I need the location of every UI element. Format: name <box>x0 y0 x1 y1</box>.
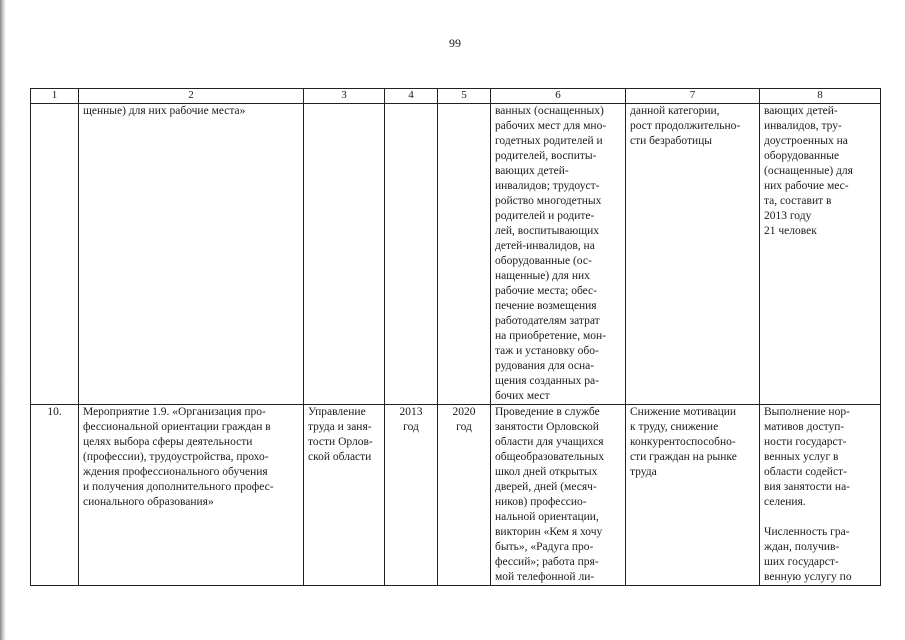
risks-cell: Снижение мотивации к труду, снижение конкурентоспособно- сти граждан на рынке труда <box>626 405 760 586</box>
column-header: 6 <box>491 89 626 104</box>
start-year-cell: 2013 год <box>385 405 438 586</box>
page-number: 99 <box>449 36 461 50</box>
executor-cell <box>304 104 385 405</box>
result-cell: вающих детей- инвалидов, тру- доустроенных на оборудованные (оснащенные) для них рабочие мес- та, составит в 2013 году 21 человек <box>760 104 881 405</box>
content-cell: Проведение в службе занятости Орловской области для учащихся общеобразовательных школ дней открытых дверей, дней (месяч- ников) профессио- нальной ориентации, викторин «Кем я хочу быть», «Радуга про- фессий»; работа пря- мой телефонной ли- <box>491 405 626 586</box>
scan-shadow-edge <box>0 0 6 640</box>
result-cell: Выполнение нор- мативов доступ- ности государст- венных услуг в области содейст- вия занятости на- селения. Численность гра- ждан, получив- ших государст- венную услугу по <box>760 405 881 586</box>
row-number-cell: 10. <box>31 405 79 586</box>
row-number-cell <box>31 104 79 405</box>
column-header: 5 <box>438 89 491 104</box>
column-header: 1 <box>31 89 79 104</box>
column-header: 2 <box>79 89 304 104</box>
column-header: 4 <box>385 89 438 104</box>
program-activities-table <box>30 88 881 586</box>
activity-cell: Мероприятие 1.9. «Организация про- фессиональной ориентации граждан в целях выбора сферы деятельности (профессии), трудоустройства, прохо- ждения профессионального обучения и получения дополнительного профес- сионального образования» <box>79 405 304 586</box>
risks-cell: данной категории, рост продолжительно- сти безработицы <box>626 104 760 405</box>
start-year-cell <box>385 104 438 405</box>
activity-cell: щенные) для них рабочие места» <box>79 104 304 405</box>
table-row-continuation <box>31 104 881 405</box>
end-year-cell: 2020 год <box>438 405 491 586</box>
column-header: 7 <box>626 89 760 104</box>
column-header-row <box>31 89 881 104</box>
table-row-10 <box>31 405 881 586</box>
column-header: 8 <box>760 89 881 104</box>
end-year-cell <box>438 104 491 405</box>
executor-cell: Управление труда и заня- тости Орлов- ской области <box>304 405 385 586</box>
content-cell: ванных (оснащенных) рабочих мест для мно- годетных родителей и родителей, воспиты- вающих детей- инвалидов; трудоуст- ройство многодетных родителей и родите- лей, воспитывающих детей-инвалидов, на оборудованные (ос- нащенные) для них рабочие места; обес- печение возмещения работодателям затрат на приобретение, мон- таж и установку обо- рудования для осна- щения созданных ра- бочих мест <box>491 104 626 405</box>
column-header: 3 <box>304 89 385 104</box>
